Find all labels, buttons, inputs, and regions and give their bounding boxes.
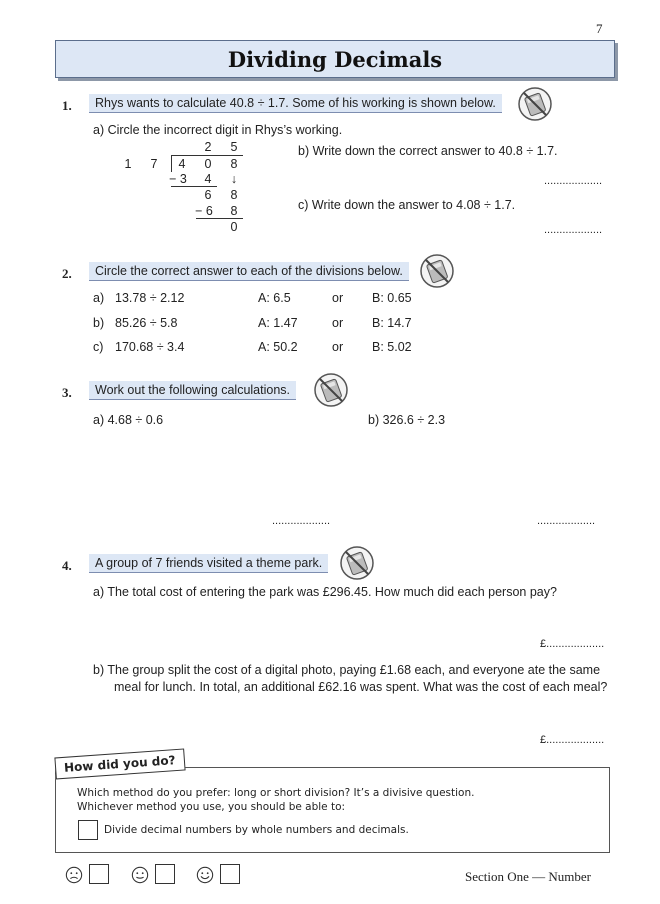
- q2-option-a[interactable]: A: 50.2: [258, 340, 298, 354]
- dividend-digit: 4: [178, 157, 186, 171]
- remainder-digit: 0: [230, 220, 238, 234]
- sad-face-icon: [65, 866, 83, 884]
- q2-option-a[interactable]: A: 6.5: [258, 291, 291, 305]
- no-calculator-icon: [339, 545, 375, 581]
- section-footer: Section One — Number: [465, 869, 592, 884]
- subtract-digit: 8: [230, 204, 238, 218]
- answer-line-1c[interactable]: ...................: [544, 224, 603, 236]
- q2-row-label: c): [93, 340, 104, 354]
- q2-or: or: [332, 340, 344, 354]
- divisor-digit: 7: [150, 157, 158, 171]
- dividend-digit: 8: [230, 157, 238, 171]
- answer-line-1b[interactable]: ...................: [544, 175, 603, 187]
- answer-line-3b[interactable]: ...................: [537, 515, 596, 527]
- skill-checkbox[interactable]: [78, 820, 98, 840]
- question-1-number: 1.: [62, 98, 72, 113]
- question-4-prompt: A group of 7 friends visited a theme park.: [89, 554, 328, 573]
- review-panel-tag: How did you do?: [54, 749, 185, 780]
- question-3b-text: b) 326.6 ÷ 2.3: [368, 413, 446, 427]
- skill-checkbox-label: Divide decimal numbers by whole numbers and decimals.: [104, 824, 409, 836]
- rating-checkbox-sad[interactable]: [89, 864, 109, 884]
- answer-line-3a[interactable]: ...................: [272, 515, 331, 527]
- page-number: 7: [596, 21, 603, 36]
- question-1c-text: c) Write down the answer to 4.08 ÷ 1.7.: [298, 198, 516, 212]
- page-title: Dividing Decimals: [227, 46, 443, 72]
- q2-row-label: b): [93, 316, 105, 330]
- quotient-digit: 5: [230, 140, 238, 154]
- review-panel-line1: Which method do you prefer: long or short division? It’s a divisive question.: [77, 787, 475, 799]
- no-calculator-icon: [517, 86, 553, 122]
- rhys-working: [118, 140, 248, 235]
- question-2-prompt: Circle the correct answer to each of the divisions below.: [89, 262, 409, 281]
- quotient-digit: 2: [204, 140, 212, 154]
- question-3-prompt: Work out the following calculations.: [89, 381, 296, 400]
- bring-down-arrow: ↓: [230, 172, 238, 186]
- neutral-face-icon: [131, 866, 149, 884]
- subtract-digit: − 6: [195, 204, 213, 218]
- q2-option-b[interactable]: B: 5.02: [372, 340, 412, 354]
- q2-row-calc: 85.26 ÷ 5.8: [115, 316, 178, 330]
- question-4-number: 4.: [62, 558, 72, 573]
- q2-option-b[interactable]: B: 0.65: [372, 291, 412, 305]
- bring-down-digit: 6: [204, 188, 212, 202]
- q2-or: or: [332, 291, 344, 305]
- bring-down-digit: 8: [230, 188, 238, 202]
- q2-option-a[interactable]: A: 1.47: [258, 316, 298, 330]
- answer-line-4b[interactable]: £...................: [540, 734, 605, 746]
- no-calculator-icon: [313, 372, 349, 408]
- answer-line-4a[interactable]: £...................: [540, 638, 605, 650]
- dividend-digit: 0: [204, 157, 212, 171]
- question-3a-text: a) 4.68 ÷ 0.6: [93, 413, 164, 427]
- subtract-digit: 4: [204, 172, 212, 186]
- happy-face-icon: [196, 866, 214, 884]
- q2-row-calc: 170.68 ÷ 3.4: [115, 340, 185, 354]
- q2-option-b[interactable]: B: 14.7: [372, 316, 412, 330]
- q2-row-calc: 13.78 ÷ 2.12: [115, 291, 185, 305]
- question-2-number: 2.: [62, 266, 72, 281]
- question-3-number: 3.: [62, 385, 72, 400]
- title-bar: [55, 40, 615, 78]
- question-1-prompt: Rhys wants to calculate 40.8 ÷ 1.7. Some of his working is shown below.: [89, 94, 502, 113]
- no-calculator-icon: [419, 253, 455, 289]
- rating-checkbox-ok[interactable]: [155, 864, 175, 884]
- question-1b-text: b) Write down the correct answer to 40.8 ÷ 1.7.: [298, 144, 558, 158]
- divisor-digit: 1: [124, 157, 132, 171]
- question-1a-text: a) Circle the incorrect digit in Rhys’s working.: [93, 123, 343, 137]
- subtract-digit: − 3: [169, 172, 187, 186]
- question-4b-text-cont: meal for lunch. In total, an additional £62.16 was spent. What was the cost of each meal?: [114, 680, 608, 694]
- review-panel-line2: Whichever method you use, you should be able to:: [77, 801, 346, 813]
- question-4b-text: b) The group split the cost of a digital photo, paying £1.68 each, and everyone ate the same: [93, 663, 601, 677]
- question-4a-text: a) The total cost of entering the park was £296.45. How much did each person pay?: [93, 585, 557, 599]
- rating-checkbox-happy[interactable]: [220, 864, 240, 884]
- q2-or: or: [332, 316, 344, 330]
- q2-row-label: a): [93, 291, 105, 305]
